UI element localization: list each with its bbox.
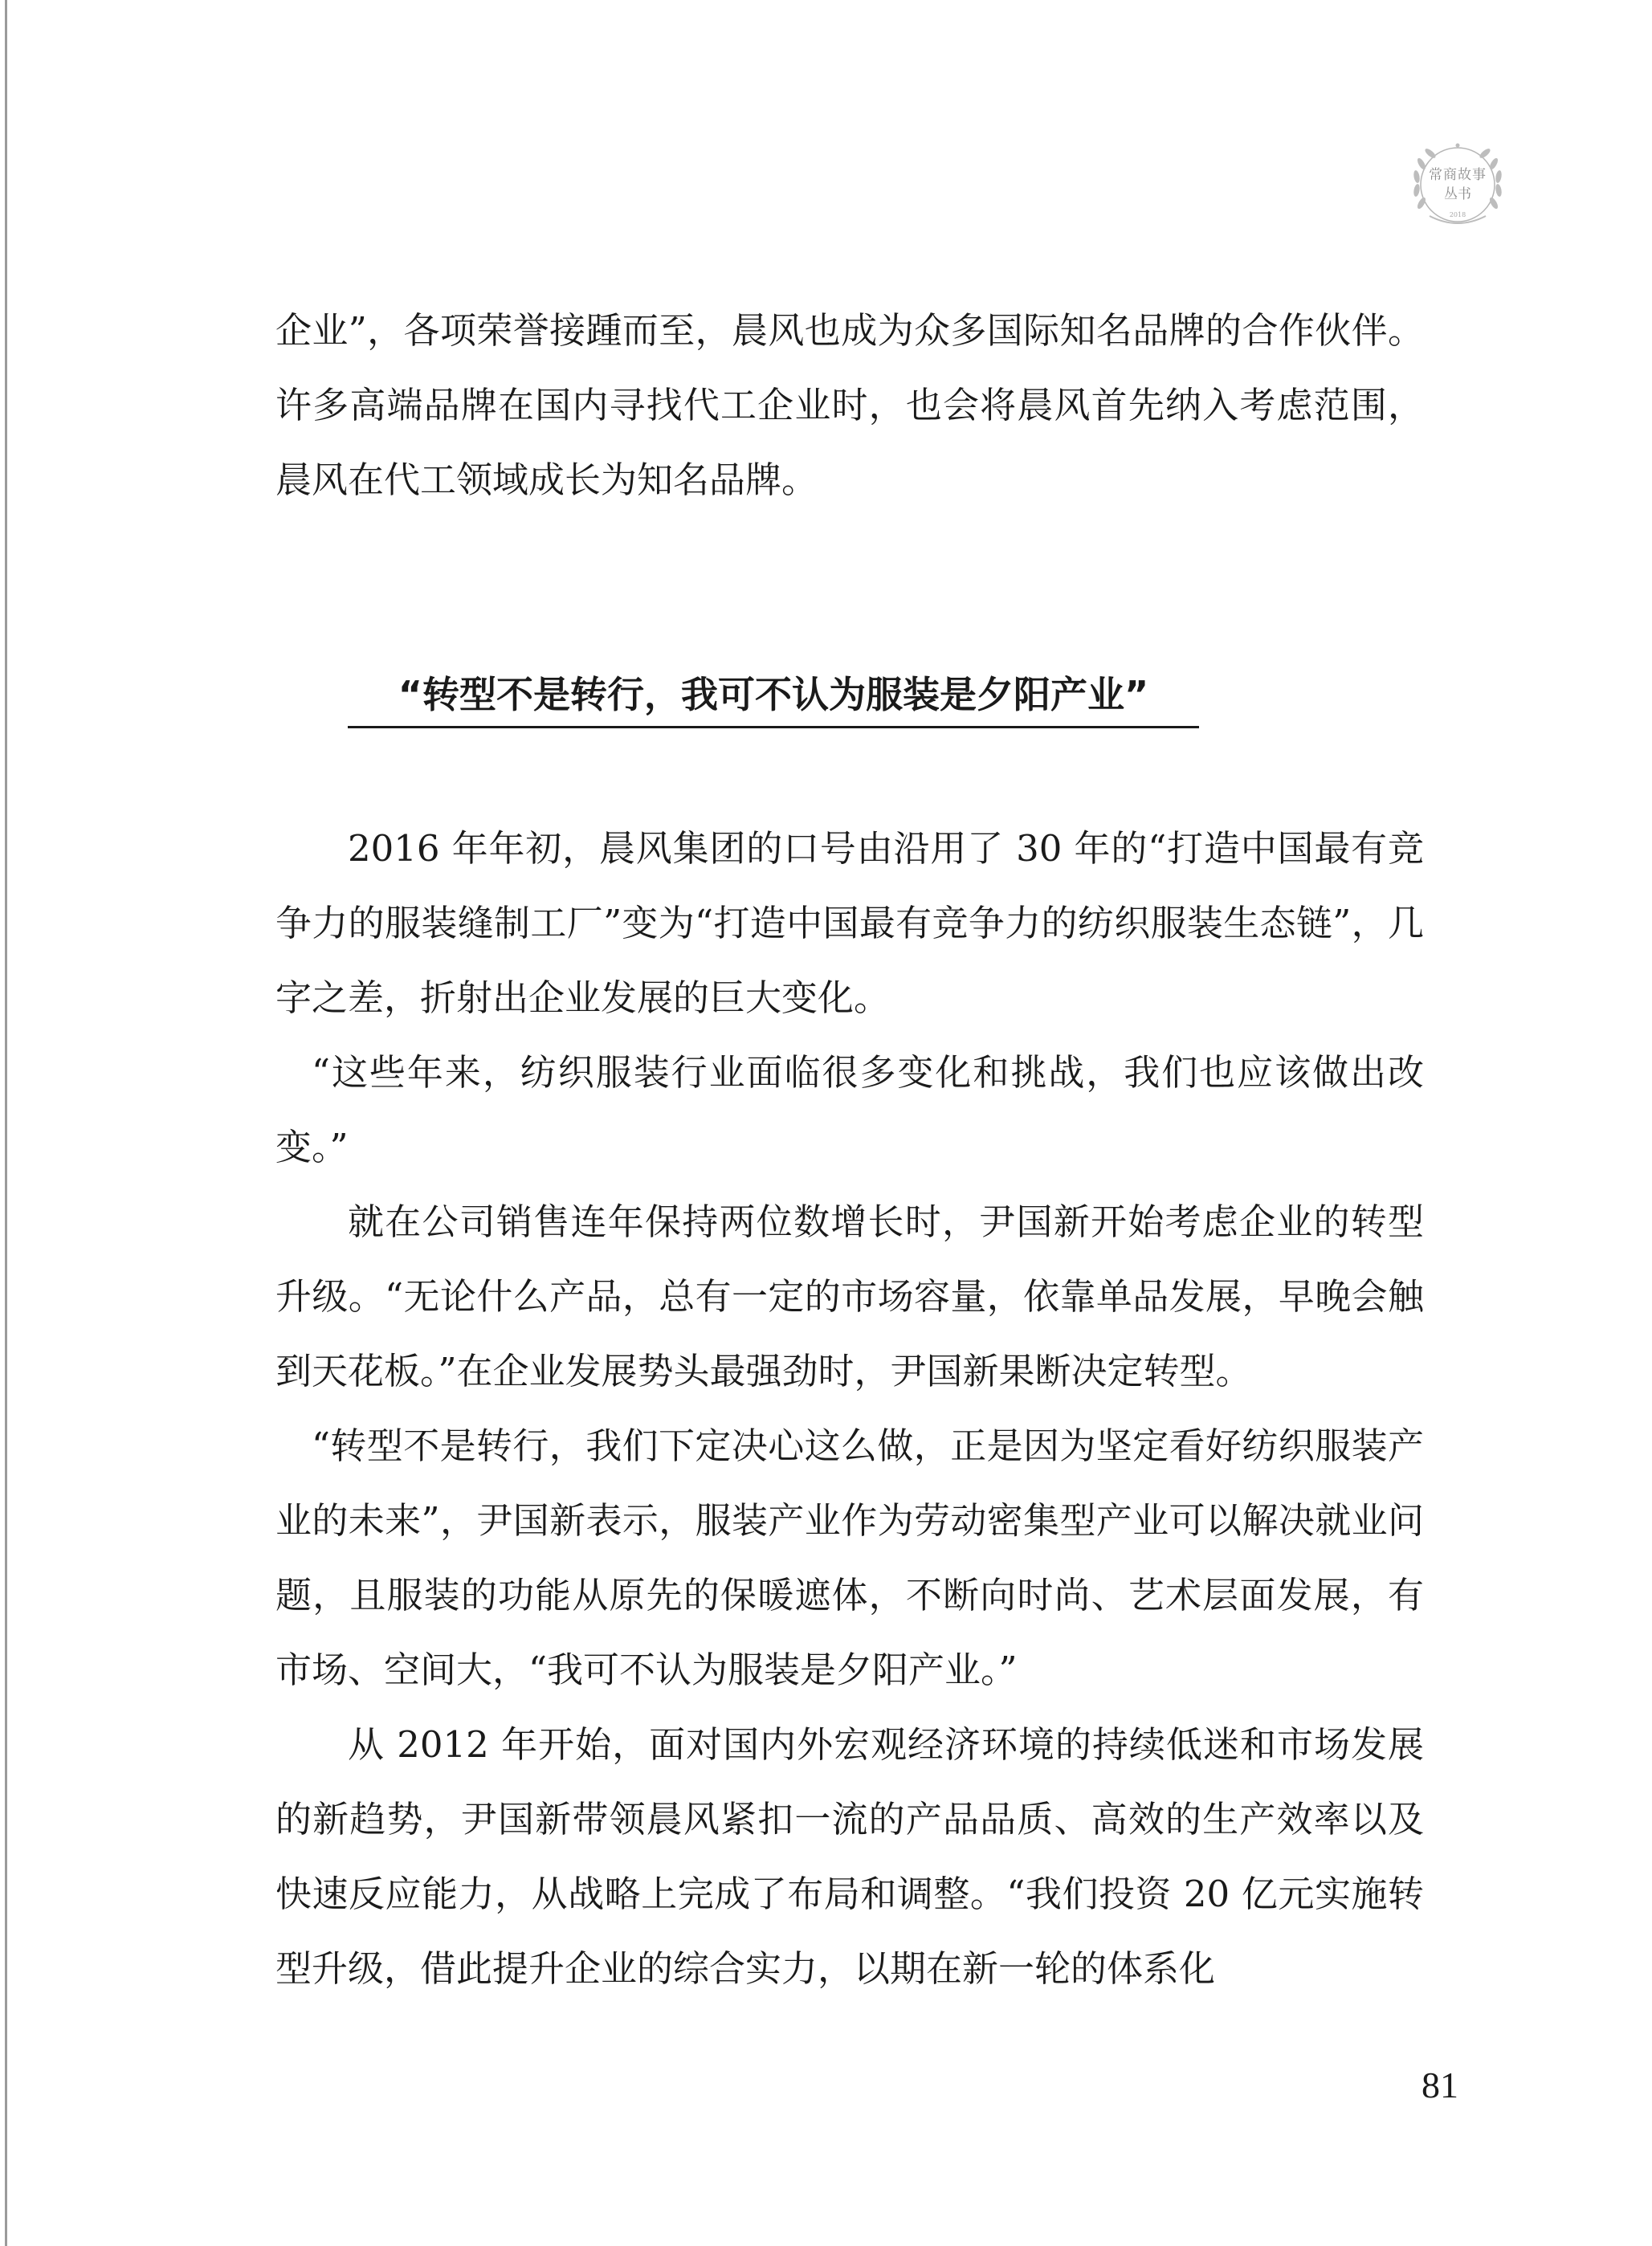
body-paragraph-1: 2016 年年初，晨风集团的口号由沿用了 30 年的“打造中国最有竞争力的服装缝制工厂”变为“打造中国最有竞争力的纺织服装生态链”，几字之差，折射出企业发展的巨大变化。 xyxy=(275,827,1424,1019)
book-series-seal xyxy=(1405,132,1510,237)
body-paragraph-3: 就在公司销售连年保持两位数增长时，尹国新开始考虑企业的转型升级。“无论什么产品，总有一定的市场容量，依靠单品发展，早晚会触到天花板。”在企业发展势头最强劲时，尹国新果断决定转型。 xyxy=(275,1200,1424,1392)
seal-year: 2018 xyxy=(1449,211,1466,218)
seal-title: 常商故事 xyxy=(1429,167,1487,183)
continuation-paragraph: 企业”，各项荣誉接踵而至，晨风也成为众多国际知名品牌的合作伙伴。许多高端品牌在国内寻找代工企业时，也会将晨风首先纳入考虑范围，晨风在代工领域成长为知名品牌。 xyxy=(275,309,1424,501)
page-edge-divider xyxy=(5,0,7,2246)
body-text-block xyxy=(275,811,1424,2006)
seal-subtitle: 丛书 xyxy=(1444,186,1471,202)
body-paragraph-2: “这些年来，纺织服装行业面临很多变化和挑战，我们也应该做出改变。” xyxy=(275,1051,1424,1168)
body-paragraph-4: “转型不是转行，我们下定决心这么做，正是因为坚定看好纺织服装产业的未来”，尹国新表示，服装产业作为劳动密集型产业可以解决就业问题，且服装的功能从原先的保暖遮体，不断向时尚、艺术层面发展，有市场、空间大，“我可不认为服装是夕阳产业。” xyxy=(275,1425,1424,1691)
page-number: 81 xyxy=(1422,2065,1458,2105)
continuation-text-block xyxy=(275,293,1424,517)
body-paragraph-5: 从 2012 年开始，面对国内外宏观经济环境的持续低迷和市场发展的新趋势，尹国新带领晨风紧扣一流的产品品质、高效的生产效率以及快速反应能力，从战略上完成了布局和调整。“我们投资 20 亿元实施转型升级，借此提升企业的综合实力，以期在新一轮的体系化 xyxy=(275,1723,1424,1990)
section-heading: “转型不是转行，我可不认为服装是夕阳产业” xyxy=(348,666,1199,728)
